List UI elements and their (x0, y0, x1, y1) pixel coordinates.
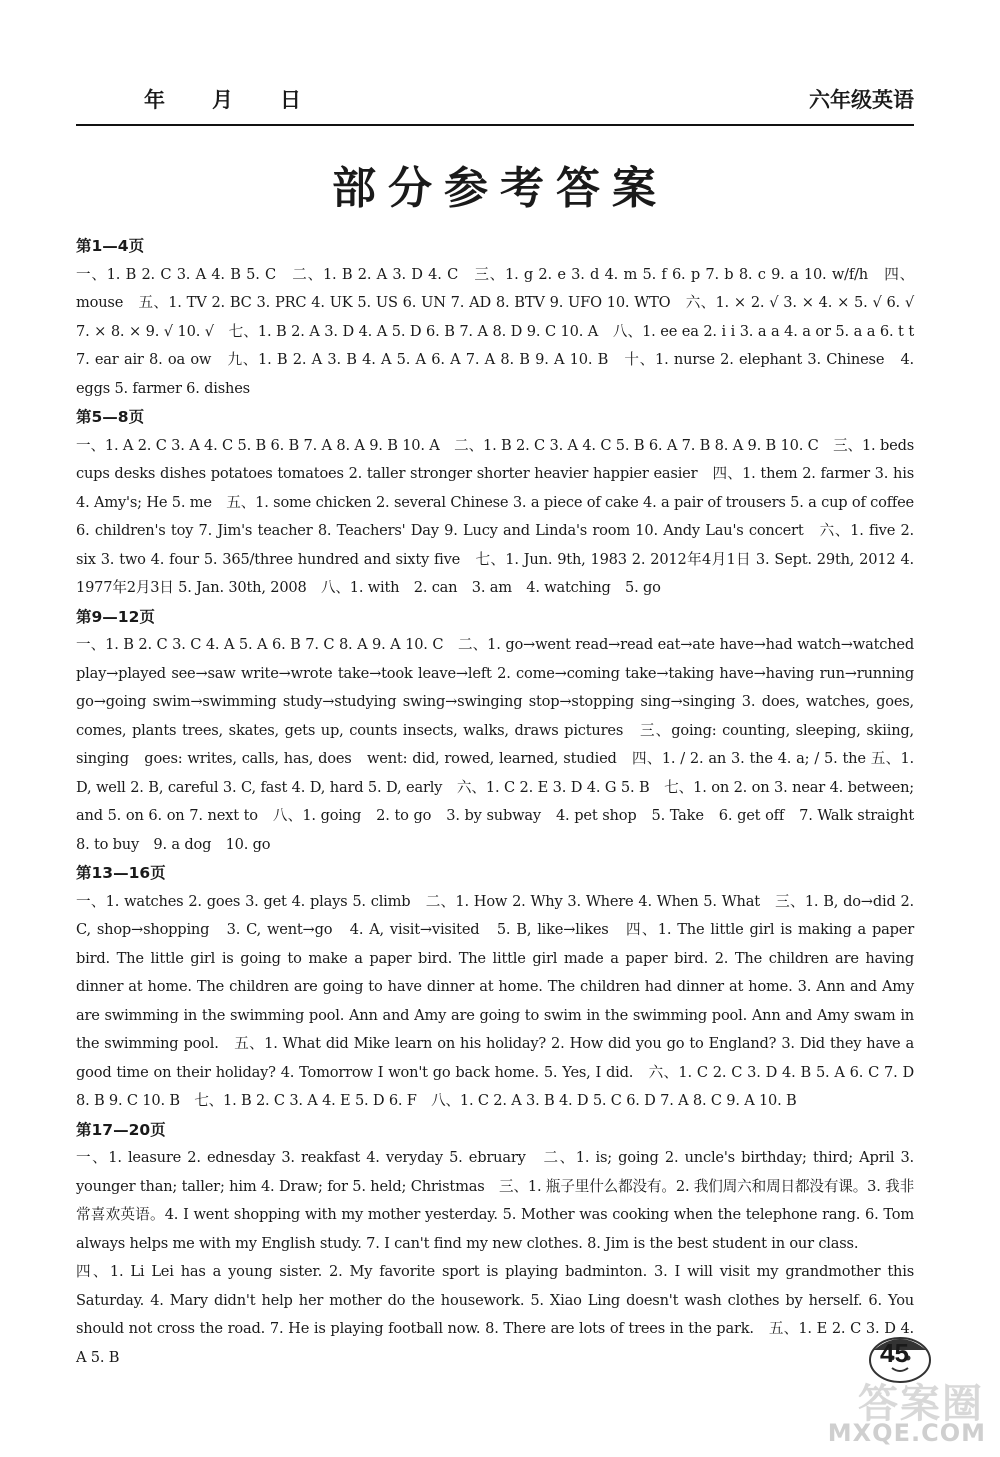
watermark-text: MXQE.COM (827, 1419, 986, 1447)
section-body-continued: 四、1. Li Lei has a young sister. 2. My favorite sport is playing badminton. 3. I will visit my grandmother this Saturday. 4. Mary didn't help her mother do the housework. 5. Xiao Ling doesn't wash clothes by herself. 6. You should not cross the road. 7. He is playing football now. 8. There are lots of trees in the park. 五、1. E 2. C 3. D 4. A 5. B (76, 1263, 914, 1366)
section-body: 一、1. B 2. C 3. C 4. A 5. A 6. B 7. C 8. A 9. A 10. C 二、1. go→went read→read eat→ate have→had watch→watched play→played see→saw write→wrote take→took leave→left 2. come→coming take→taking have→having run→running go→going swim→swimming study→studying swing→swinging stop→stopping sing→singing 3. does, watches, goes, comes, plants trees, skates, gets up, counts insects, walks, draws pictures 三、going: counting, sleeping, skiing, singing goes: writes, calls, has, does went: did, rowed, learned, studied 四、1. / 2. an 3. the 4. a; / 5. the 五、1. D, well 2. B, careful 3. C, fast 4. D, hard 5. D, early 六、1. C 2. E 3. D 4. G 5. B 七、1. on 2. on 3. near 4. between; and 5. on 6. on 7. next to 八、1. going 2. to go 3. by subway 4. pet shop 5. Take 6. get off 7. Walk straight 8. to buy 9. a dog 10. go (76, 636, 929, 853)
section-title: 第17—20页 (76, 1120, 166, 1139)
section-pages-1-4 (76, 232, 929, 403)
page-header (76, 80, 914, 126)
header-year: 年 (144, 88, 165, 112)
section-pages-13-16 (76, 859, 914, 1116)
section-body: 一、1. leasure 2. ednesday 3. reakfast 4. veryday 5. ebruary 二、1. is; going 2. uncle's birthday; third; April 3. younger than; taller; him 4. Draw; for 5. held; Christmas 三、1. 瓶子里什么都没有。2. 我们周六和周日都没有课。3. 我非常喜欢英语。4. I went shopping with my mother yesterday. 5. Mother was cooking when the telephone rang. 6. Tom always helps me with my English study. 7. I can't find my new clothes. 8. Jim is the best student in our class. (76, 1149, 914, 1252)
section-title: 第9—12页 (76, 607, 155, 626)
section-body: 一、1. B 2. C 3. A 4. B 5. C 二、1. B 2. A 3. D 4. C 三、1. g 2. e 3. d 4. m 5. f 6. p 7. b 8. c 9. a 10. w/f/h 四、mouse 五、1. TV 2. BC 3. PRC 4. UK 5. US 6. UN 7. AD 8. BTV 9. UFO 10. WTO 六、1. × 2. √ 3. × 4. × 5. √ 6. √ 7. × 8. × 9. √ 10. √ 七、1. B 2. A 3. D 4. A 5. D 6. B 7. A 8. D 9. C 10. A 八、1. ee ea 2. i i 3. a a 4. a or 5. a a 6. t t 7. ear air 8. oa ow 九、1. B 2. A 3. B 4. A 5. A 6. A 7. A 8. B 9. A 10. B 十、1. nurse 2. elephant 3. Chinese 4. eggs 5. farmer 6. dishes (76, 265, 929, 397)
watermark-logo: 答案圈 (858, 1381, 984, 1427)
section-title: 第5—8页 (76, 408, 145, 426)
section-pages-5-8 (76, 403, 914, 603)
header-subject: 六年级英语 (809, 88, 914, 112)
page-number: 45 (880, 1338, 909, 1368)
section-title: 第1—4页 (76, 237, 145, 255)
page-title: 部分参考答案 (332, 163, 668, 214)
section-pages-9-12 (76, 603, 929, 860)
section-title: 第13—16页 (76, 864, 166, 882)
answer-content (76, 232, 929, 1372)
header-day: 日 (280, 88, 301, 112)
section-pages-17-20 (76, 1116, 914, 1373)
section-body: 一、1. A 2. C 3. A 4. C 5. B 6. B 7. A 8. A 9. B 10. A 二、1. B 2. C 3. A 4. C 5. B 6. A 7. B 8. A 9. B 10. C 三、1. beds cups desks dishes potatoes tomatoes 2. taller stronger shorter heavier happier easier 四、1. them 2. farmer 3. his 4. Amy's; He 5. me 五、1. some chicken 2. several Chinese 3. a piece of cake 4. a pair of trousers 5. a cup of coffee 6. children's toy 7. Jim's teacher 8. Teachers' Day 9. Lucy and Linda's room 10. Andy Lau's concert 六、1. five 2. six 3. two 4. four 5. 365/three hundred and sixty five 七、1. Jun. 9th, 1983 2. 2012年4月1日 3. Sept. 29th, 2012 4. 1977年2月3日 5. Jan. 30th, 2008 八、1. with 2. can 3. am 4. watching 5. go (76, 436, 914, 596)
header-month: 月 (212, 88, 233, 112)
section-body: 一、1. watches 2. goes 3. get 4. plays 5. climb 二、1. How 2. Why 3. Where 4. When 5. What 三、1. B, do→did 2. C, shop→shopping 3. C, went→go 4. A, visit→visited 5. B, like→likes 四、1. The little girl is making a paper bird. The little girl is going to make a paper bird. The little girl made a paper bird. 2. The children are having dinner at home. The children are going to have dinner at home. The children had dinner at home. 3. Ann and Amy are swimming in the swimming pool. Ann and Amy are going to swim in the swimming pool. Ann and Amy swam in the swimming pool. 五、1. What did Mike learn on his holiday? 2. How did you go to England? 3. Did they have a good time on their holiday? 4. Tomorrow I won't go back home. 5. Yes, I did. 六、1. C 2. C 3. D 4. B 5. A 6. C 7. D 8. B 9. C 10. B 七、1. B 2. C 3. A 4. E 5. D 6. F 八、1. C 2. A 3. B 4. D 5. C 6. D 7. A 8. C 9. A 10. B (76, 892, 914, 1109)
